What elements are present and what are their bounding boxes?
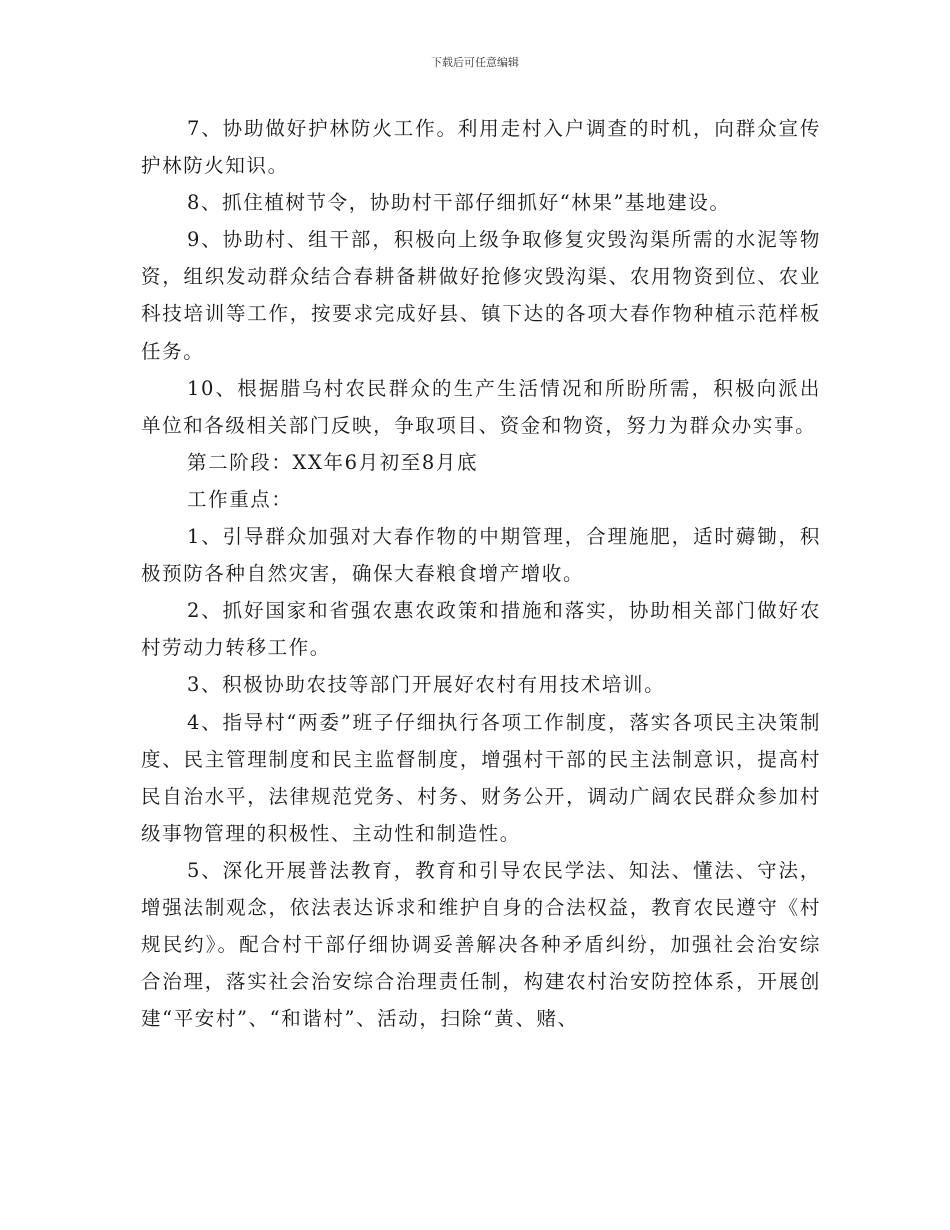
paragraph-item-9: 9、协助村、组干部，积极向上级争取修复灾毁沟渠所需的水泥等物资，组织发动群众结合春耕备耕做好抢修灾毁沟渠、农用物资到位、农业科技培训等工作，按要求完成好县、镇下达的各项大春作物种植示范样板任务。 [141, 228, 821, 363]
focus-item-5: 5、深化开展普法教育，教育和引导农民学法、知法、懂法、守法，增强法制观念，依法表达诉求和维护自身的合法权益，教育农民遵守《村规民约》。配合村干部仔细协调妥善解决各种矛盾纠纷，加强社会治安综合治理，落实社会治安综合治理责任制，构建农村治安防控体系，开展创建“平安村”、“和谐村”、活动，扫除“黄、赌、 [141, 858, 821, 1031]
section-heading-stage-two: 第二阶段：XX年6月初至8月底 [187, 450, 479, 474]
focus-item-3: 3、积极协助农技等部门开展好农村有用技术培训。 [187, 673, 666, 697]
work-focus-heading: 工作重点： [187, 487, 293, 511]
paragraph-item-10: 10、根据腊乌村农民群众的生产生活情况和所盼所需，积极向派出单位和各级相关部门反映，争取项目、资金和物资，努力为群众办实事。 [141, 376, 821, 437]
focus-item-2: 2、抓好国家和省强农惠农政策和措施和落实，协助相关部门做好农村劳动力转移工作。 [141, 599, 821, 660]
focus-item-4: 4、指导村“两委”班子仔细执行各项工作制度，落实各项民主决策制度、民主管理制度和民主监督制度，增强村干部的民主法制意识，提高村民自治水平，法律规范党务、村务、财务公开，调动广阔农民群众参加村级事物管理的积极性、主动性和制造性。 [141, 710, 821, 845]
paragraph-item-7: 7、协助做好护林防火工作。利用走村入户调查的时机，向群众宣传护林防火知识。 [141, 117, 821, 178]
focus-item-1: 1、引导群众加强对大春作物的中期管理，合理施肥，适时薅锄，积极预防各种自然灾害，确保大春粮食增产增收。 [141, 525, 821, 586]
paragraph-item-8: 8、抓住植树节令，协助村干部仔细抓好“林果”基地建设。 [187, 191, 731, 215]
page-header: 下载后可任意编辑 [431, 56, 519, 69]
document-body [141, 110, 821, 1037]
